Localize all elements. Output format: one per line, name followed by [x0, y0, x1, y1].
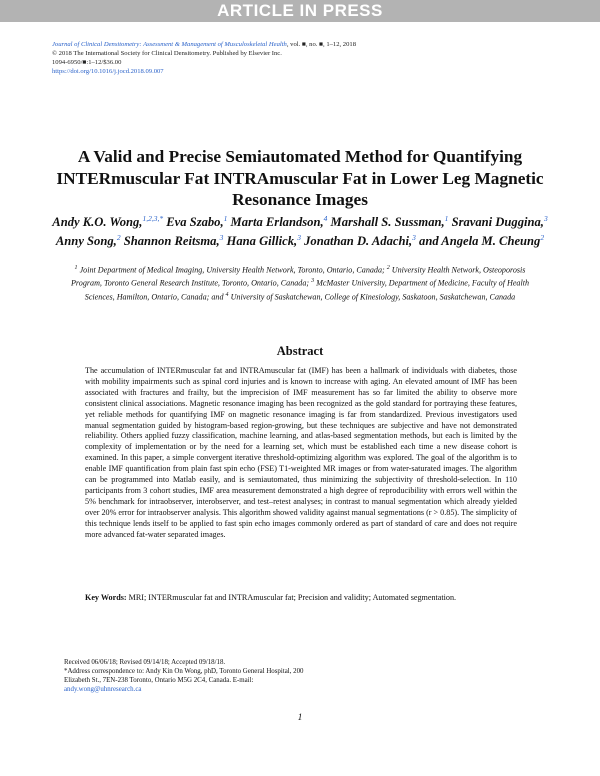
correspondence	[64, 667, 309, 694]
affiliation-text: McMaster University, Department of Medicine, Faculty of Health Sciences, Hamilton, Ontario, Canada; and	[84, 279, 530, 302]
author-affiliation-mark[interactable]: 2	[540, 233, 545, 243]
author-name: Sravani Duggina,	[451, 215, 544, 230]
journal-header	[52, 40, 552, 76]
keywords	[85, 593, 517, 604]
author-affiliation-mark[interactable]: 3	[297, 233, 301, 243]
author-affiliation-mark[interactable]: 1	[223, 214, 228, 223]
article-in-press-banner: ARTICLE IN PRESS	[0, 0, 600, 22]
journal-citation	[52, 40, 552, 49]
author-name: Marta Erlandson,	[230, 215, 324, 230]
author-affiliation-mark[interactable]: 3	[543, 214, 548, 223]
author-affiliation-mark[interactable]: 3	[219, 233, 224, 243]
affiliations	[62, 263, 538, 303]
journal-volume: , vol. ■, no. ■, 1–12, 2018	[286, 41, 356, 48]
page-number: 1	[297, 713, 303, 723]
author-affiliation-mark[interactable]: 2	[116, 233, 121, 243]
issn-line: 1094-6950/■:1–12/$36.00	[52, 59, 122, 66]
keywords-label: Key Words:	[85, 593, 127, 602]
affiliation-mark: 3	[311, 278, 315, 285]
author-name: Marshall S. Sussman,	[330, 215, 445, 230]
copyright-line: © 2018 The International Society for Clinical Densitometry. Published by Elsevier Inc.	[52, 50, 282, 57]
author-affiliation-mark[interactable]: 1,2,3,*	[142, 214, 164, 223]
affiliation-text: University Health Network, Osteoporosis Program, Toronto General Research Institute, Toronto, Ontario, Canada;	[70, 265, 526, 289]
author-name: Andy K.O. Wong,	[52, 215, 143, 230]
affiliation-mark: 4	[225, 291, 229, 298]
affiliation-text: University of Saskatchewan, College of Kinesiology, Saskatoon, Saskatchewan, Canada	[230, 292, 516, 302]
affiliation-mark: 2	[386, 265, 390, 271]
author-name: Jonathan D. Adachi,	[304, 234, 413, 249]
author-name: Eva Szabo,	[166, 215, 224, 230]
author-name: Anny Song,	[55, 234, 117, 249]
journal-name[interactable]: Journal of Clinical Densitometry: Assessment & Management of Musculoskeletal Health	[52, 41, 287, 48]
abstract-heading: Abstract	[276, 344, 324, 358]
author-name: and Angela M. Cheung	[419, 234, 541, 249]
author-name: Shannon Reitsma,	[123, 234, 220, 249]
correspondence-email[interactable]: andy.wong@uhnresearch.ca	[64, 686, 142, 694]
correspondence-address: *Address correspondence to: Andy Kin On Wong, phD, Toronto General Hospital, 200 Elizabeth St., 7EN-238 Toronto, Ontario M5G 2C4, Canada. E-mail:	[64, 668, 304, 685]
footnote	[64, 658, 309, 694]
author-affiliation-mark[interactable]: 4	[323, 214, 328, 223]
affiliation-text: Joint Department of Medical Imaging, University Health Network, Toronto, Ontario, Canada;	[79, 265, 385, 275]
paper-title: A Valid and Precise Semiautomated Method for Quantifying INTERmuscular Fat INTRAmuscular Fat in Lower Leg Magnetic Resonance Images	[56, 147, 544, 209]
doi-link[interactable]: https://doi.org/10.1016/j.jocd.2018.09.007	[52, 68, 164, 75]
author-name: Hana Gillick,	[226, 234, 298, 249]
received-dates: Received 06/06/18; Revised 09/14/18; Accepted 09/18/18.	[64, 659, 226, 666]
author-affiliation-mark[interactable]: 1	[444, 214, 449, 223]
author-affiliation-mark[interactable]: 3	[412, 233, 416, 243]
abstract-body: The accumulation of INTERmuscular fat and INTRAmuscular fat (IMF) has been a hallmark of individuals with diabetes, those with mobility impairments such as spinal cord injuries and is known to increase with aging. An elevated amount of IMF has been associated with fractures and frailty, but the imprecision of IMF measurement has so far limited the ability to observe more consistent clinical associations. Magnetic resonance imaging has been recognized as the gold standard for portraying these features, yet reliable methods for quantifying IMF on magnetic resonance imaging is far from standardized. Previous investigators used manual segmentation guided by histogram-based region-growing, but these techniques are subjective and have not demonstrated reliability. Others applied fuzzy classification, machine learning, and atlas-based segmentation methods, but each is limited by the complexity of implementation or by the need for a learning set, which must be established each time a new disease cohort is examined. In this paper, a simple convergent iterative threshold-optimizing algorithm was explored. The goal of the algorithm is to enable IMF quantification from plain fast spin echo (FSE) T1-weighted MR images or from water-saturated images. The algorithm can be programmed into Matlab easily, and is semiautomated, thus minimizing the subjectivity of threshold-selection. In 110 participants from 3 cohort studies, IMF area measurement demonstrated a high degree of reproducibility with errors well within the 5% benchmark for intraobserver, interobserver, and test–retest analyses; in contrast to manual segmentation which already yielded over 20% error for intraobserver analysis. This algorithm showed validity against manual segmentations (r > 0.85). The simplicity of this technique lends itself to be applied to fast spin echo images commonly ordered as part of standard of care and does not require more advanced fat-water separated images.	[85, 366, 517, 539]
affiliation-mark: 1	[74, 265, 78, 271]
author-list	[40, 211, 560, 249]
keywords-text: MRI; INTERmuscular fat and INTRAmuscular fat; Precision and validity; Automated segmentation.	[128, 593, 457, 602]
